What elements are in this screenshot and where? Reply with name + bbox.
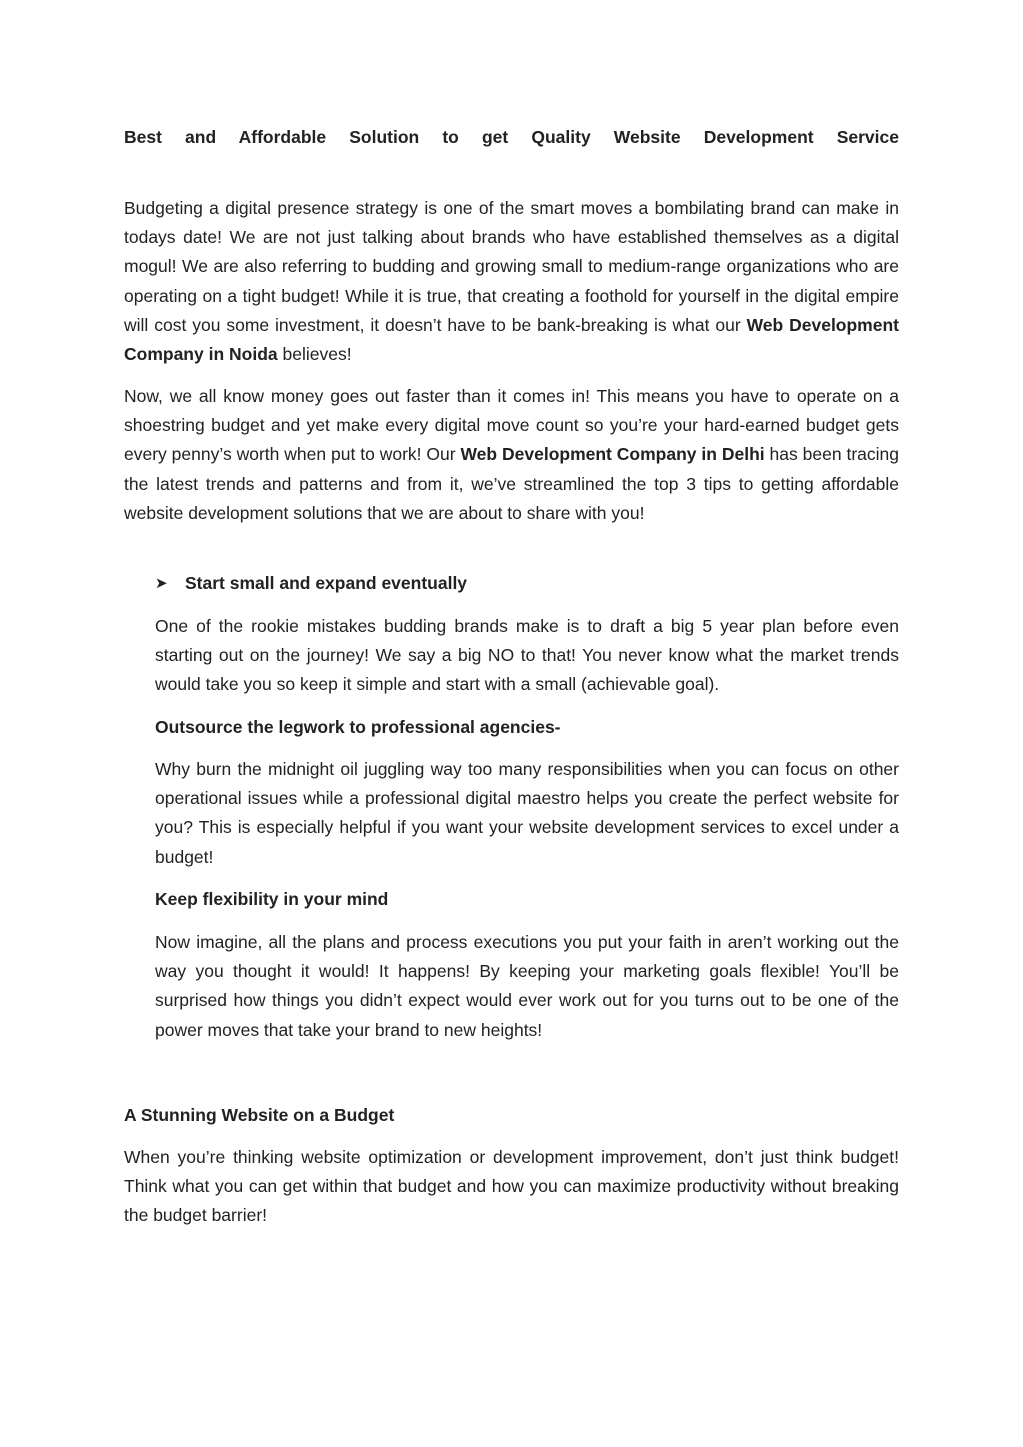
intro-text: Budgeting a digital presence strategy is one of the smart moves a bombilating brand can make in todays date! We are not just talking about brands who have established themselves as a digital mogul! We are also referring to budding and growing small to medium-range organizations who are operating on a tight budget! While it is true, that creating a foothold for yourself in the digital empire will cost you some investment, it doesn’t have to be bank-breaking is what our bbox=[124, 198, 899, 335]
delhi-company-text: Web Development Company in Delhi bbox=[460, 444, 765, 465]
section-heading: A Stunning Website on a Budget bbox=[124, 1105, 395, 1125]
arrow-bullet-icon: ➤ bbox=[155, 575, 168, 592]
tip-body: Why burn the midnight oil juggling way too many responsibilities when you can focus on other operational issues while a professional digital maestro helps you create the perfect website for you? This is especially helpful if you want your website development services to excel under a budget! bbox=[155, 759, 899, 867]
paragraph-budget bbox=[124, 382, 899, 528]
para2-text: Now, we all know money goes out faster than it comes in! This means you have to operate on a shoestring budget and yet make every digital move count so you’re your hard-earned budget gets every penny’s worth when put to work! Our bbox=[124, 386, 899, 465]
document-title: Best and Affordable Solution to get Quality Website Development Service bbox=[124, 127, 899, 147]
tip-body: One of the rookie mistakes budding brands make is to draft a big 5 year plan before even starting out on the journey! We say a big NO to that! You never know what the market trends would take you so keep it simple and start with a small (achievable goal). bbox=[155, 616, 899, 695]
section-body: When you’re thinking website optimization or development improvement, don’t just think budget! Think what you can get within that budget and how you can maximize productivity without breaking the budget barrier! bbox=[124, 1147, 899, 1226]
para2-text-end: has been tracing the latest trends and patterns and from it, we’ve streamlined the top 3 tips to getting affordable website development solutions that we are about to share with you! bbox=[124, 444, 899, 523]
tip-heading: Start small and expand eventually bbox=[185, 573, 468, 593]
tip-heading: Outsource the legwork to professional agencies- bbox=[155, 717, 561, 737]
intro-paragraph bbox=[124, 194, 899, 369]
noida-company-link-text: Web Development Company in Noida bbox=[124, 314, 899, 365]
tip-body: Now imagine, all the plans and process executions you put your faith in aren’t working out the way you thought it would! It happens! By keeping your marketing goals flexible! You’ll be surprised how things you didn’t expect would ever work out for you turns out to be one of the power moves that take your brand to new heights! bbox=[155, 932, 899, 1040]
intro-text-end: believes! bbox=[277, 344, 352, 365]
tip-heading: Keep flexibility in your mind bbox=[155, 889, 389, 909]
tip-heading-row bbox=[155, 569, 899, 598]
